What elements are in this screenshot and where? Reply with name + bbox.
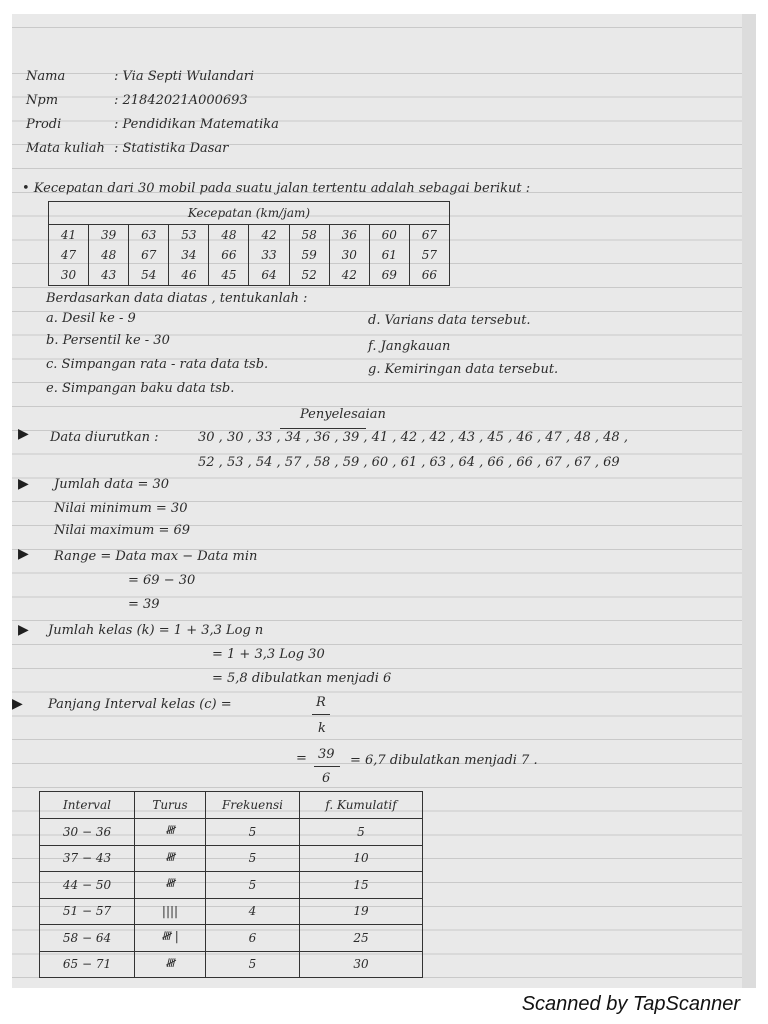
table-cell: 5	[206, 819, 300, 846]
matkul-value: : Statistika Dasar	[114, 141, 229, 156]
range-line-2: = 69 − 30	[128, 573, 196, 588]
table-cell: 63	[129, 225, 169, 246]
table-cell: 58 − 64	[40, 925, 135, 952]
table-cell: 60	[369, 225, 409, 246]
notebook-page	[12, 14, 756, 988]
table-cell: 5	[206, 872, 300, 899]
table-row	[40, 951, 423, 978]
table-row	[49, 225, 450, 246]
table-cell: 66	[409, 265, 449, 286]
table-cell: 66	[209, 245, 249, 265]
fraction-numerator: R	[316, 695, 326, 710]
table-cell: 25	[300, 925, 423, 952]
nama-value: : Via Septi Wulandari	[114, 69, 255, 84]
table-cell: 19	[300, 898, 423, 925]
table-row	[40, 872, 423, 899]
task-g: g. Kemiringan data tersebut.	[368, 362, 559, 377]
prodi-value: : Pendidikan Matematika	[114, 117, 279, 132]
table-cell: 30	[49, 265, 89, 286]
instruction: Berdasarkan data diatas , tentukanlah :	[46, 291, 308, 306]
task-a: a. Desil ke - 9	[46, 311, 136, 326]
fraction-denominator: k	[318, 721, 326, 736]
col-header-kumulatif: f. Kumulatif	[300, 792, 423, 819]
tally-cell: ||||	[135, 898, 206, 925]
table-cell: 34	[169, 245, 209, 265]
table-cell: 54	[129, 265, 169, 286]
table-cell: 4	[206, 898, 300, 925]
table-cell: 57	[409, 245, 449, 265]
fraction-denominator-2: 6	[322, 771, 331, 786]
table-cell: 67	[409, 225, 449, 246]
table-cell: 33	[249, 245, 289, 265]
table-cell: 41	[49, 225, 89, 246]
task-f: f. Jangkauan	[368, 339, 451, 354]
speed-table	[48, 201, 450, 286]
table-cell: 65 − 71	[40, 951, 135, 978]
arrow-bullet-icon: ▶	[18, 546, 29, 562]
table-cell: 15	[300, 872, 423, 899]
task-b: b. Persentil ke - 30	[46, 333, 170, 348]
kelas-line-2: = 1 + 3,3 Log 30	[212, 647, 325, 662]
frequency-table	[39, 791, 423, 978]
solution-title: Penyelesaian	[300, 407, 386, 422]
col-header-turus: Turus	[135, 792, 206, 819]
table-cell: 5	[206, 845, 300, 872]
table-cell: 42	[329, 265, 369, 286]
table-cell: 61	[369, 245, 409, 265]
table-header-row	[40, 792, 423, 819]
problem-intro: • Kecepatan dari 30 mobil pada suatu jalan tertentu adalah sebagai berikut :	[22, 181, 531, 196]
npm-label: Npm	[26, 93, 59, 108]
table-cell: 58	[289, 225, 329, 246]
arrow-bullet-icon: ▶	[18, 622, 29, 638]
table-cell: 43	[89, 265, 129, 286]
table-cell: 5	[300, 819, 423, 846]
task-e: e. Simpangan baku data tsb.	[46, 381, 235, 396]
kelas-line-3: = 5,8 dibulatkan menjadi 6	[212, 671, 392, 686]
nilai-minimum: Nilai minimum = 30	[54, 501, 188, 516]
fraction-numerator-2: 39	[318, 747, 335, 762]
sorted-label: Data diurutkan :	[50, 430, 159, 445]
range-line-3: = 39	[128, 597, 160, 612]
table-cell: 64	[249, 265, 289, 286]
sorted-line-1: 30 , 30 , 33 , 34 , 36 , 39 , 41 , 42 , 42 , 43 , 45 , 46 , 47 , 48 , 48 ,	[198, 430, 628, 445]
task-c: c. Simpangan rata - rata data tsb.	[46, 357, 269, 372]
nilai-maximum: Nilai maximum = 69	[54, 523, 191, 538]
table-cell: 30	[329, 245, 369, 265]
table-cell: 59	[289, 245, 329, 265]
table-cell: 5	[206, 951, 300, 978]
table-cell: 48	[89, 245, 129, 265]
jumlah-data: Jumlah data = 30	[54, 477, 170, 492]
table-cell: 45	[209, 265, 249, 286]
panjang-label: Panjang Interval kelas (c) =	[48, 697, 232, 712]
table-cell: 44 − 50	[40, 872, 135, 899]
tally-cell: 𝍸	[135, 951, 206, 978]
npm-value: : 21842021A000693	[114, 93, 248, 108]
table-cell: 53	[169, 225, 209, 246]
table-cell: 10	[300, 845, 423, 872]
table-cell: 30 − 36	[40, 819, 135, 846]
fraction-bar	[314, 766, 340, 767]
table-row	[49, 265, 450, 286]
table-cell: 48	[209, 225, 249, 246]
table-cell: 42	[249, 225, 289, 246]
table-cell: 37 − 43	[40, 845, 135, 872]
fraction-bar	[312, 714, 330, 715]
table-row	[40, 845, 423, 872]
table-cell: 52	[289, 265, 329, 286]
table-cell: 6	[206, 925, 300, 952]
col-header-frekuensi: Frekuensi	[206, 792, 300, 819]
table-cell: 69	[369, 265, 409, 286]
arrow-bullet-icon: ▶	[18, 476, 29, 492]
table-row	[40, 819, 423, 846]
table-row	[40, 898, 423, 925]
matkul-label: Mata kuliah	[26, 141, 105, 156]
speed-table-caption: Kecepatan (km/jam)	[49, 202, 450, 225]
panjang-result: = 6,7 dibulatkan menjadi 7 .	[350, 753, 538, 768]
table-row	[49, 245, 450, 265]
table-row	[40, 925, 423, 952]
panjang-equals: =	[296, 751, 307, 766]
overline-mark	[280, 428, 366, 429]
table-cell: 46	[169, 265, 209, 286]
nama-label: Nama	[26, 69, 66, 84]
prodi-label: Prodi	[26, 117, 62, 132]
table-cell: 39	[89, 225, 129, 246]
task-d: d. Varians data tersebut.	[368, 313, 531, 328]
arrow-bullet-icon: ▶	[18, 426, 29, 442]
table-cell: 51 − 57	[40, 898, 135, 925]
tally-cell: 𝍸	[135, 819, 206, 846]
table-cell: 67	[129, 245, 169, 265]
table-cell: 47	[49, 245, 89, 265]
tally-cell: 𝍸	[135, 872, 206, 899]
tally-cell: 𝍸 |	[135, 925, 206, 952]
table-cell: 30	[300, 951, 423, 978]
tally-cell: 𝍸	[135, 845, 206, 872]
sorted-line-2: 52 , 53 , 54 , 57 , 58 , 59 , 60 , 61 , 63 , 64 , 66 , 66 , 67 , 67 , 69	[198, 455, 620, 470]
table-cell: 36	[329, 225, 369, 246]
range-line-1: Range = Data max − Data min	[54, 549, 258, 564]
kelas-line-1: Jumlah kelas (k) = 1 + 3,3 Log n	[48, 623, 264, 638]
arrow-bullet-icon: ▶	[12, 696, 23, 712]
scanner-watermark: Scanned by TapScanner	[521, 993, 740, 1015]
col-header-interval: Interval	[40, 792, 135, 819]
